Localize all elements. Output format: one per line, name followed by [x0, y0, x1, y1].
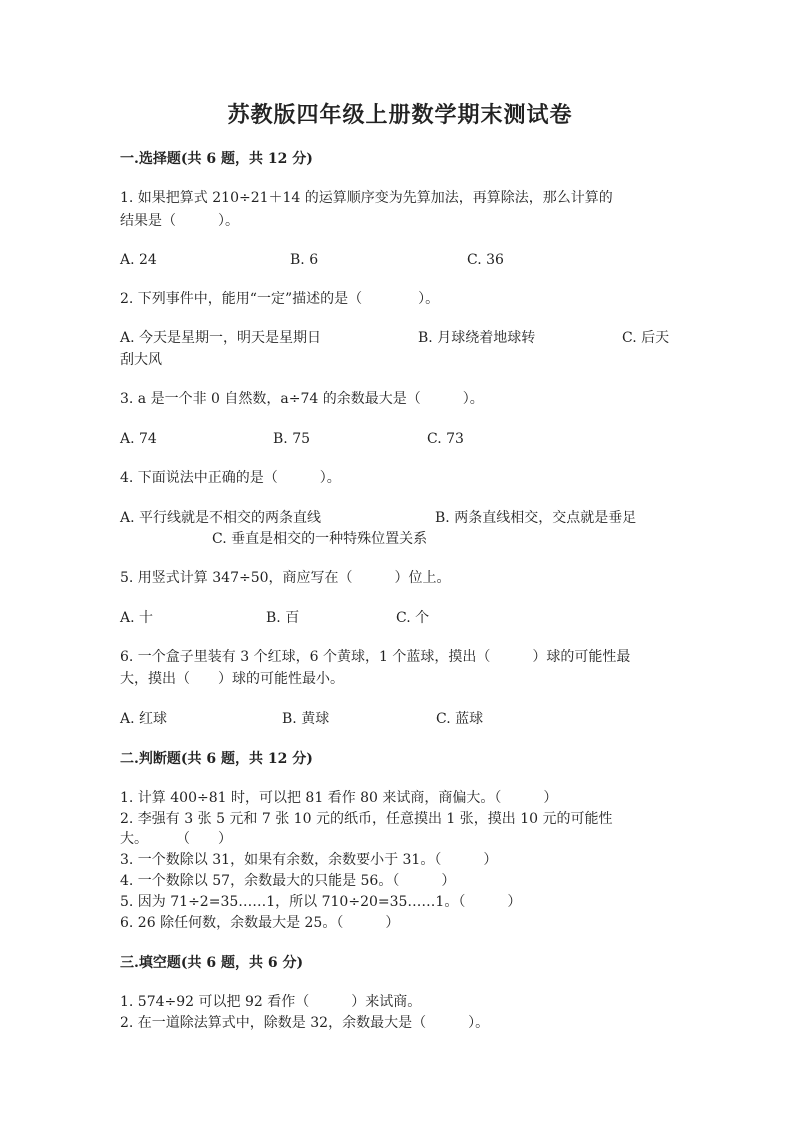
judgement-item-1: 1. 计算 400÷81 时，可以把 81 看作 80 来试商，商偏大。（ ）: [120, 790, 558, 806]
question-4-option-c: C. 垂直是相交的一种特殊位置关系: [212, 531, 428, 547]
question-5-option-a: A. 十: [120, 610, 154, 626]
question-5-line-1: 5. 用竖式计算 347÷50，商应写在（ ）位上。: [120, 570, 451, 586]
question-5-option-b: B. 百: [266, 610, 300, 626]
question-6-option-b: B. 黄球: [282, 711, 330, 727]
question-1-option-a: A. 24: [120, 252, 157, 268]
question-1-line-2: 结果是（ ）。: [120, 213, 239, 229]
question-4-option-b: B. 两条直线相交，交点就是垂足: [435, 510, 637, 526]
question-2-option-a: A. 今天是星期一，明天是星期日: [120, 330, 322, 346]
page-title: 苏教版四年级上册数学期末测试卷: [227, 102, 573, 128]
question-3-option-c: C. 73: [427, 431, 464, 447]
fill-item-1: 1. 574÷92 可以把 92 看作（ ）来试商。: [120, 994, 422, 1010]
question-1-option-b: B. 6: [290, 252, 319, 268]
judgement-item-3: 3. 一个数除以 31，如果有余数，余数要小于 31。（ ）: [120, 852, 498, 868]
question-6-option-a: A. 红球: [120, 711, 168, 727]
section-heading-choice: 一.选择题(共 6 题，共 12 分): [120, 151, 313, 167]
question-2-option-c: C. 后天: [622, 330, 670, 346]
question-2-line-1: 2. 下列事件中，能用“一定”描述的是（ ）。: [120, 291, 440, 307]
fill-item-2: 2. 在一道除法算式中，除数是 32，余数最大是（ ）。: [120, 1015, 490, 1031]
question-4-option-a: A. 平行线就是不相交的两条直线: [120, 510, 322, 526]
judgement-item-4: 4. 一个数除以 57，余数最大的只能是 56。（ ）: [120, 873, 456, 889]
question-6-option-c: C. 蓝球: [436, 711, 484, 727]
question-1-line-1: 1. 如果把算式 210÷21＋14 的运算顺序变为先算加法，再算除法，那么计算的: [120, 190, 613, 206]
section-heading-judgement: 二.判断题(共 6 题，共 12 分): [120, 751, 313, 767]
question-2-option-b: B. 月球绕着地球转: [418, 330, 536, 346]
question-6-line-1: 6. 一个盒子里装有 3 个红球，6 个黄球，1 个蓝球，摸出（ ）球的可能性最: [120, 649, 631, 665]
judgement-item-2: 2. 李强有 3 张 5 元和 7 张 10 元的纸币，任意摸出 1 张，摸出 10 元的可能性: [120, 811, 613, 827]
question-3-line-1: 3. a 是一个非 0 自然数，a÷74 的余数最大是（ ）。: [120, 391, 484, 407]
question-2-option-c-continued: 刮大风: [120, 352, 162, 368]
question-1-option-c: C. 36: [467, 252, 504, 268]
judgement-item-6: 6. 26 除任何数，余数最大是 25。（ ）: [120, 915, 400, 931]
judgement-item-5: 5. 因为 71÷2=35……1，所以 710÷20=35……1。（ ）: [120, 894, 522, 910]
section-heading-fill-in: 三.填空题(共 6 题，共 6 分): [120, 955, 304, 971]
judgement-item-2-continued: 大。 （ ）: [120, 831, 232, 847]
question-3-option-b: B. 75: [273, 431, 311, 447]
question-6-line-2: 大，摸出（ ）球的可能性最小。: [120, 671, 344, 687]
question-5-option-c: C. 个: [396, 610, 430, 626]
question-3-option-a: A. 74: [120, 431, 157, 447]
question-4-line-1: 4. 下面说法中正确的是（ ）。: [120, 470, 341, 486]
